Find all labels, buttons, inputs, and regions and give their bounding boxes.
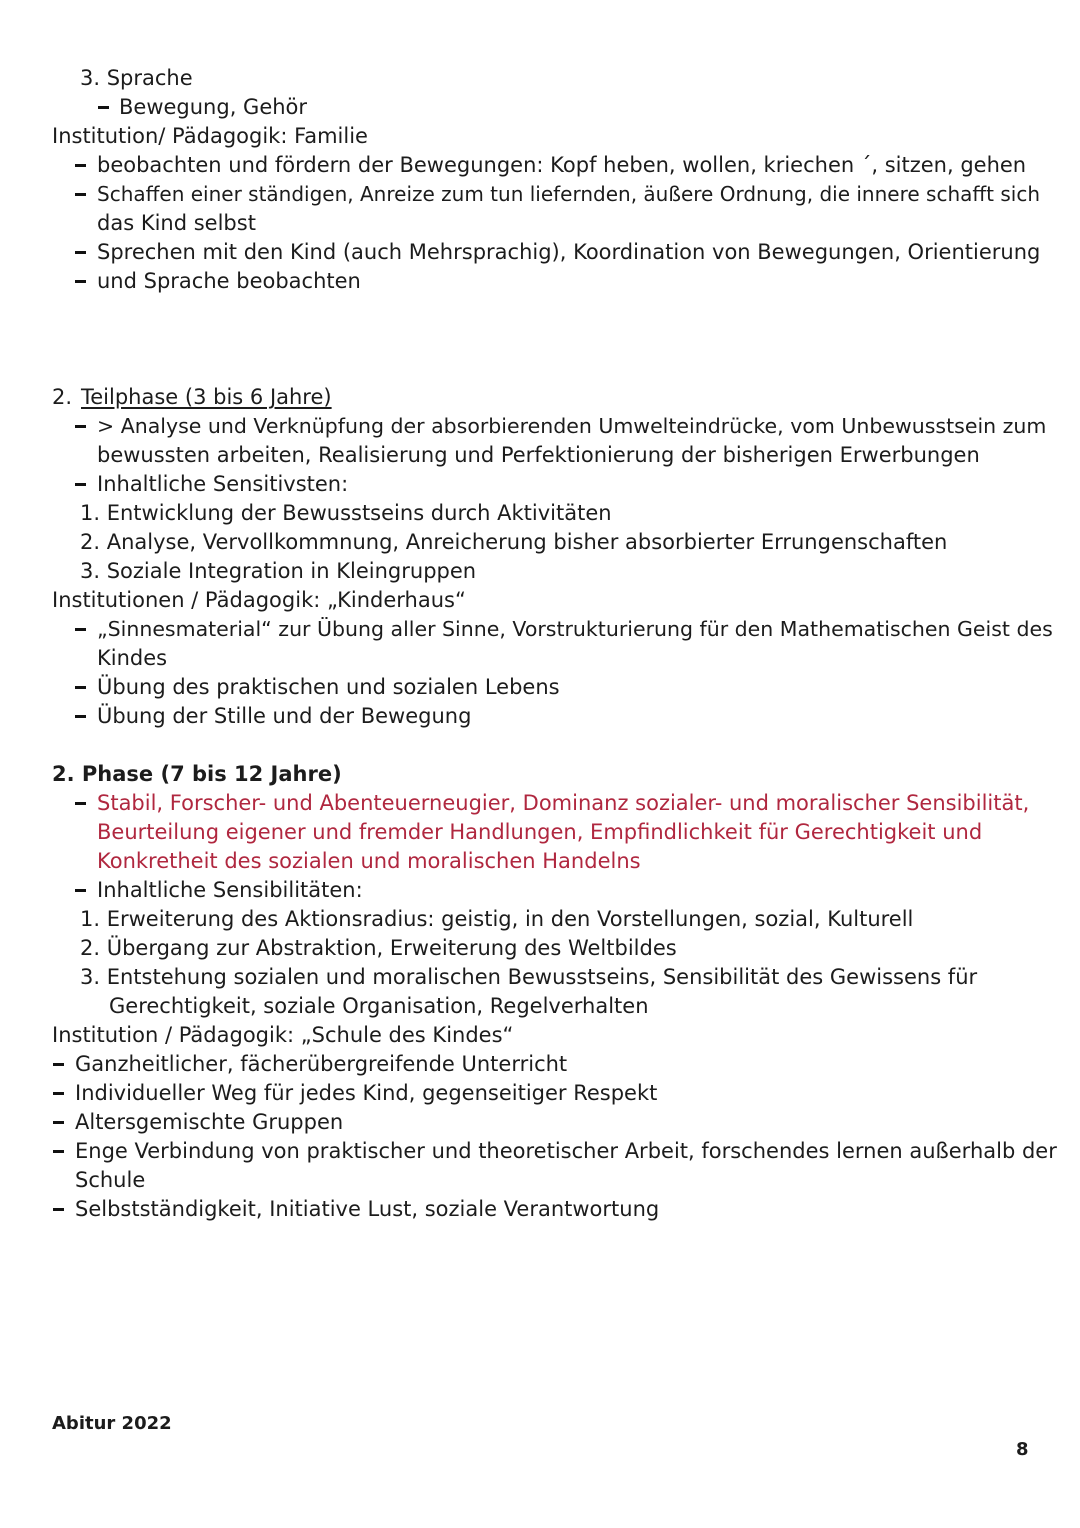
numbered-item: 2. Analyse, Vervollkommnung, Anreicherung bisher absorbierter Errungenschaften [80, 530, 948, 554]
numbered-item-continuation: Gerechtigkeit, soziale Organisation, Regelverhalten [109, 994, 649, 1018]
list-item: Selbstständigkeit, Initiative Lust, soziale Verantwortung [75, 1197, 660, 1221]
footer-label: Abitur 2022 [52, 1413, 172, 1434]
numbered-item: 3. Soziale Integration in Kleingruppen [80, 559, 477, 583]
dash-bullet-icon [75, 715, 86, 718]
dash-bullet-icon [53, 1092, 64, 1095]
list-item: beobachten und fördern der Bewegungen: Kopf heben, wollen, kriechen ´, sitzen, gehen [97, 153, 1027, 177]
list-item: Altersgemischte Gruppen [75, 1110, 344, 1134]
list-item: und Sprache beobachten [97, 269, 361, 293]
list-item: Bewegung, Gehör [119, 95, 308, 119]
list-item-continuation: das Kind selbst [97, 211, 256, 235]
dash-bullet-icon [98, 106, 109, 109]
dash-bullet-icon [75, 193, 86, 196]
list-item: Enge Verbindung von praktischer und theoretischer Arbeit, forschendes lernen außerhalb der [75, 1139, 1057, 1163]
dash-bullet-icon [53, 1121, 64, 1124]
numbered-item: 2. Übergang zur Abstraktion, Erweiterung des Weltbildes [80, 936, 677, 960]
dash-bullet-icon [53, 1063, 64, 1066]
list-item: Inhaltliche Sensitivsten: [97, 472, 349, 496]
dash-bullet-icon [75, 425, 86, 428]
list-item: Übung des praktischen und sozialen Lebens [97, 675, 560, 699]
highlighted-description: Stabil, Forscher- und Abenteuerneugier, Dominanz sozialer- und moralischer Sensibilität, [97, 791, 1030, 815]
dash-bullet-icon [75, 164, 86, 167]
list-item: Sprechen mit den Kind (auch Mehrsprachig), Koordination von Bewegungen, Orientierung [97, 240, 1041, 264]
section-heading: Institution/ Pädagogik: Familie [52, 124, 368, 148]
dash-bullet-icon [75, 686, 86, 689]
list-item: > Analyse und Verknüpfung der absorbierenden Umwelteindrücke, vom Unbewusstsein zum [97, 414, 1047, 438]
subsection-number: 2. [52, 385, 73, 409]
page-number: 8 [1016, 1439, 1029, 1460]
list-item: Ganzheitlicher, fächerübergreifende Unterricht [75, 1052, 568, 1076]
numbered-item: 1. Entwicklung der Bewusstseins durch Aktivitäten [80, 501, 612, 525]
dash-bullet-icon [75, 628, 86, 631]
list-item: 3. Sprache [80, 66, 193, 90]
numbered-item: 1. Erweiterung des Aktionsradius: geistig, in den Vorstellungen, sozial, Kulturell [80, 907, 914, 931]
dash-bullet-icon [53, 1150, 64, 1153]
section-heading: Institutionen / Pädagogik: „Kinderhaus“ [52, 588, 466, 612]
list-item-continuation: Kindes [97, 646, 168, 670]
list-item: Schaffen einer ständigen, Anreize zum tun liefernden, äußere Ordnung, die innere schafft sich [97, 182, 1040, 206]
section-heading: Institution / Pädagogik: „Schule des Kindes“ [52, 1023, 514, 1047]
list-item: „Sinnesmaterial“ zur Übung aller Sinne, Vorstrukturierung für den Mathematischen Geist des [97, 617, 1053, 641]
dash-bullet-icon [75, 483, 86, 486]
numbered-item: 3. Entstehung sozialen und moralischen Bewusstseins, Sensibilität des Gewissens für [80, 965, 978, 989]
list-item: Individueller Weg für jedes Kind, gegenseitiger Respekt [75, 1081, 658, 1105]
list-item-continuation: Schule [75, 1168, 146, 1192]
highlighted-description: Beurteilung eigener und fremder Handlungen, Empfindlichkeit für Gerechtigkeit und [97, 820, 983, 844]
subsection-title: Teilphase (3 bis 6 Jahre) [81, 385, 332, 409]
dash-bullet-icon [75, 251, 86, 254]
highlighted-description: Konkretheit des sozialen und moralischen Handelns [97, 849, 641, 873]
list-item-continuation: bewussten arbeiten, Realisierung und Perfektionierung der bisherigen Erwerbungen [97, 443, 980, 467]
dash-bullet-icon [75, 280, 86, 283]
phase-title: 2. Phase (7 bis 12 Jahre) [52, 762, 342, 786]
dash-bullet-icon [75, 802, 86, 805]
list-item: Inhaltliche Sensibilitäten: [97, 878, 363, 902]
dash-bullet-icon [75, 889, 86, 892]
list-item: Übung der Stille und der Bewegung [97, 704, 472, 728]
dash-bullet-icon [53, 1208, 64, 1211]
